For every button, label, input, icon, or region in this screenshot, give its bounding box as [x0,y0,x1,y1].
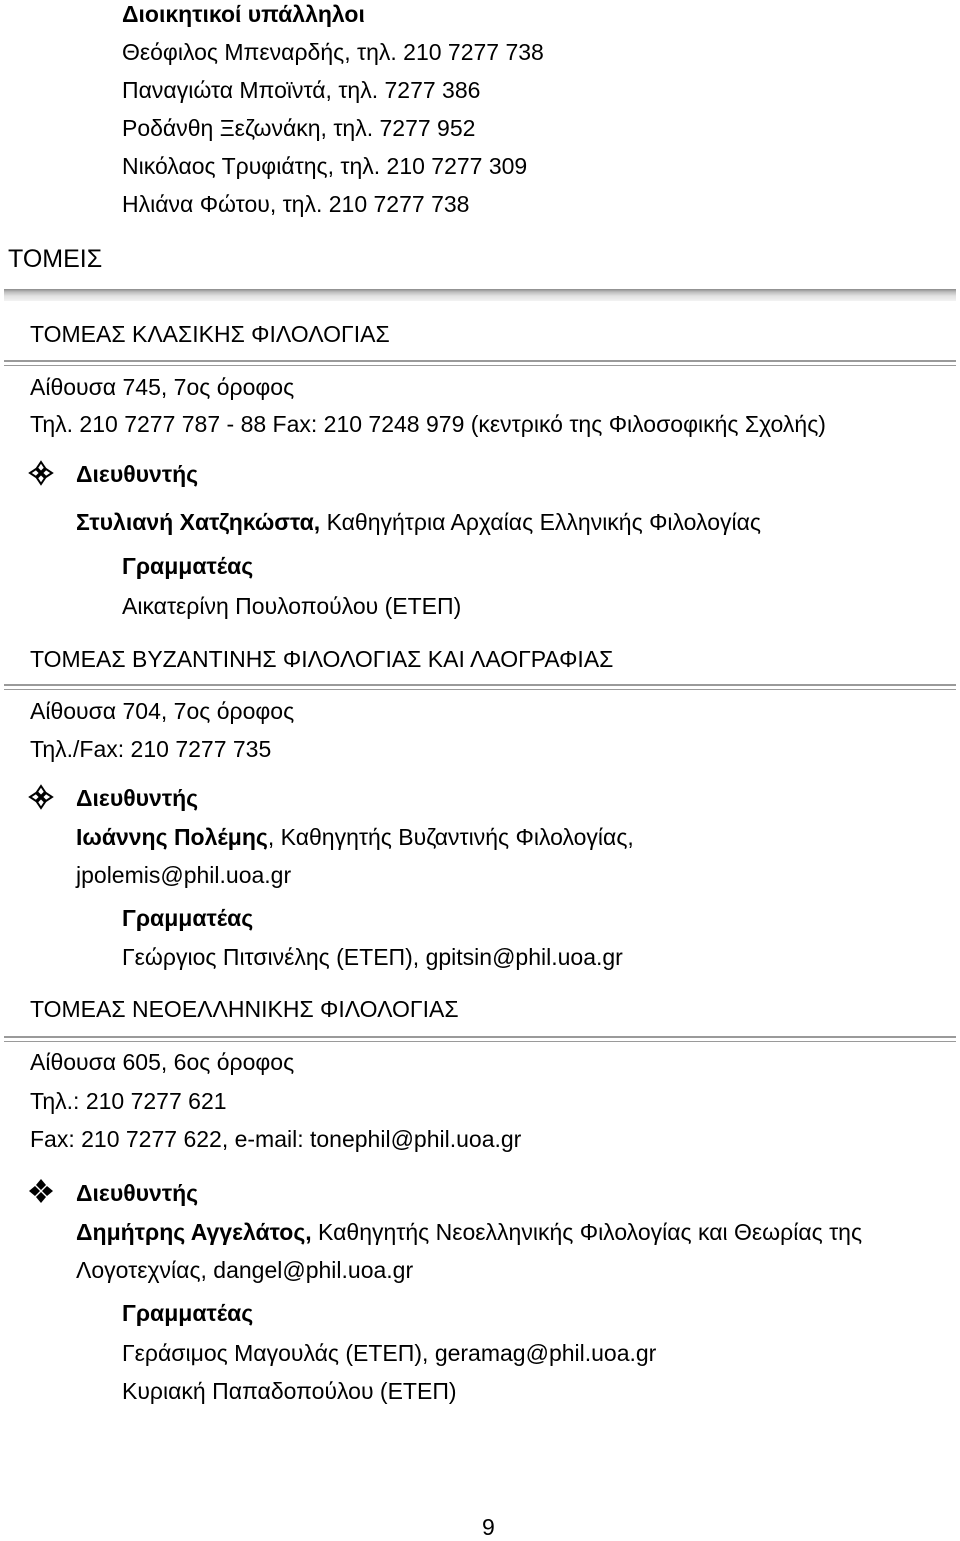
director-name: Στυλιανή Χατζηκώστα, [76,509,321,535]
director-email: jpolemis@phil.uoa.gr [76,862,292,888]
dept-room: Αίθουσα 704, 7ος όροφος [30,698,295,724]
director-line [76,508,761,536]
dept-divider [4,689,956,690]
dept-divider [4,684,956,686]
dept-title-byzantine: ΤΟΜΕΑΣ ΒΥΖΑΝΤΙΝΗΣ ΦΙΛΟΛΟΓΙΑΣ ΚΑΙ ΛΑΟΓΡΑΦΙΑΣ [30,646,614,672]
director-title: Καθηγητής Νεοελληνικής Φιλολογίας και Θεωρίας της [311,1219,863,1245]
dept-phone: Τηλ.: 210 7277 621 [30,1088,227,1114]
secretary-name: Κυριακή Παπαδοπούλου (ΕΤΕΠ) [122,1378,457,1404]
dept-divider [4,1036,956,1038]
dept-phone: Τηλ. 210 7277 787 - 88 Fax: 210 7248 979 (κεντρικό της Φιλοσοφικής Σχολής) [30,411,826,437]
dept-phone: Τηλ./Fax: 210 7277 735 [30,736,272,762]
diamond-bullet-icon [28,1178,54,1204]
admin-staff-item: Νικόλαος Τρυφιάτης, τηλ. 210 7277 309 [122,153,528,179]
admin-staff-item: Θεόφιλος Μπεναρδής, τηλ. 210 7277 738 [122,39,544,65]
admin-staff-item: Ηλιάνα Φώτου, τηλ. 210 7277 738 [122,191,470,217]
director-title: Καθηγήτρια Αρχαίας Ελληνικής Φιλολογίας [320,509,761,535]
director-label: Διευθυντής [76,461,199,487]
admin-staff-item: Παναγιώτα Μποϊντά, τηλ. 7277 386 [122,77,481,103]
section-title: ΤΟΜΕΙΣ [8,245,103,273]
admin-heading: Διοικητικοί υπάλληλοι [122,1,365,27]
secretary-label: Γραμματέας [122,1300,254,1326]
dept-title-classical: ΤΟΜΕΑΣ ΚΛΑΣΙΚΗΣ ΦΙΛΟΛΟΓΙΑΣ [30,321,390,347]
admin-staff-item: Ροδάνθη Ξεζωνάκη, τηλ. 7277 952 [122,115,476,141]
dept-room: Αίθουσα 605, 6ος όροφος [30,1049,295,1075]
dept-divider [4,1041,956,1042]
director-label: Διευθυντής [76,1180,199,1206]
secretary-name: Γεώργιος Πιτσινέλης (ΕΤΕΠ), gpitsin@phil.uoa.gr [122,944,623,970]
secretary-label: Γραμματέας [122,553,254,579]
dept-title-modern: ΤΟΜΕΑΣ ΝΕΟΕΛΛΗΝΙΚΗΣ ΦΙΛΟΛΟΓΙΑΣ [30,996,459,1022]
director-name: Δημήτρης Αγγελάτος, [76,1219,312,1245]
director-line [76,1218,862,1246]
dept-divider [4,365,956,366]
secretary-name: Γεράσιμος Μαγουλάς (ΕΤΕΠ), geramag@phil.uoa.gr [122,1340,657,1366]
director-label: Διευθυντής [76,785,199,811]
diamond-bullet-icon [28,460,54,486]
director-title-continued: Λογοτεχνίας, dangel@phil.uoa.gr [76,1257,414,1283]
diamond-bullet-icon [28,784,54,810]
director-line [76,823,634,851]
dept-fax: Fax: 210 7277 622, e-mail: tonephil@phil.uoa.gr [30,1126,522,1152]
dept-divider [4,360,956,362]
page-number: 9 [482,1514,495,1540]
section-divider [4,289,956,301]
secretary-name: Αικατερίνη Πουλοπούλου (ΕΤΕΠ) [122,593,462,619]
director-name: Ιωάννης Πολέμης [76,824,268,850]
secretary-label: Γραμματέας [122,905,254,931]
dept-room: Αίθουσα 745, 7ος όροφος [30,374,295,400]
director-title: , Καθηγητής Βυζαντινής Φιλολογίας, [267,824,634,850]
